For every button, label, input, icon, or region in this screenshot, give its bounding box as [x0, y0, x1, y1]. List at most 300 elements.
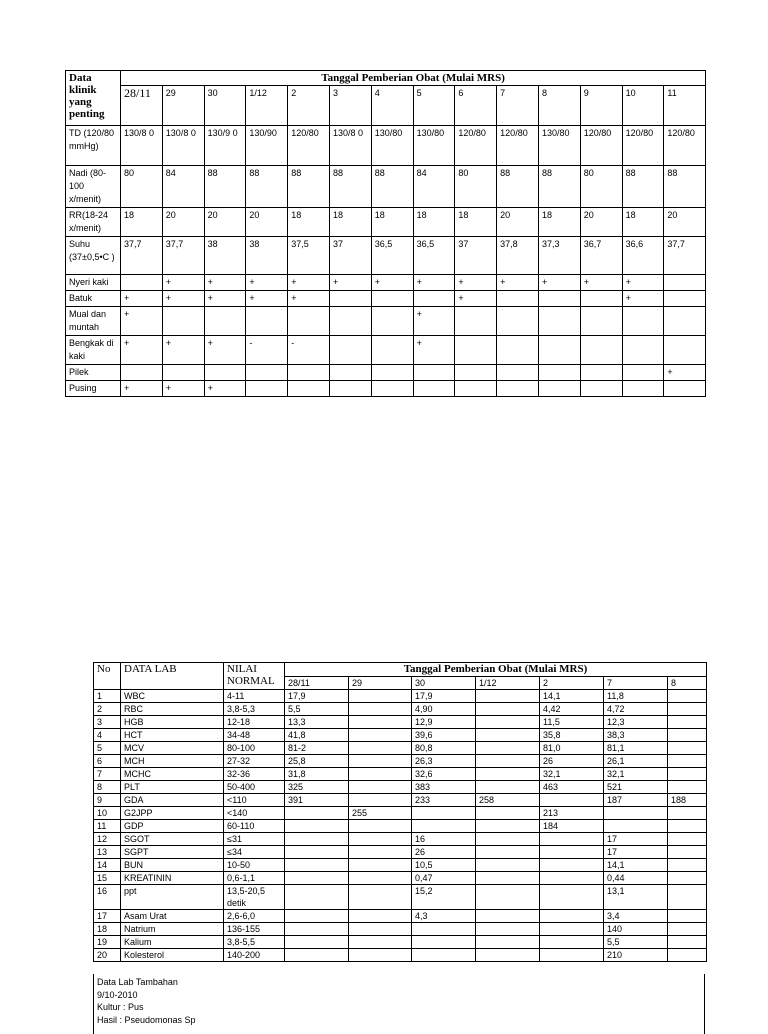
t2-value-cell: 35,8 [540, 729, 604, 742]
t2-row-normal: 140-200 [224, 949, 285, 962]
t1-value-cell [162, 307, 204, 336]
t1-value-cell: 38 [204, 237, 246, 275]
t1-value-cell: + [413, 336, 455, 365]
t2-value-cell [476, 716, 540, 729]
t2-value-cell [540, 846, 604, 859]
t2-row [94, 859, 707, 872]
t2-value-cell: 12,9 [412, 716, 476, 729]
t2-value-cell: 5,5 [604, 936, 668, 949]
t1-value-cell: 37,3 [538, 237, 580, 275]
t2-value-cell [476, 820, 540, 833]
t1-row [66, 208, 706, 237]
t1-value-cell [622, 307, 664, 336]
t1-value-cell: + [455, 291, 497, 307]
t2-row-name: MCV [121, 742, 224, 755]
t1-value-cell: + [538, 275, 580, 291]
t2-row-name: BUN [121, 859, 224, 872]
t2-row [94, 781, 707, 794]
t1-value-cell: 20 [497, 208, 539, 237]
t2-value-cell: 26,1 [604, 755, 668, 768]
extra-line: Data Lab Tambahan [97, 977, 178, 987]
t2-row-name: Natrium [121, 923, 224, 936]
t1-value-cell: + [288, 275, 330, 291]
t1-value-cell: 130/8 0 [162, 126, 204, 166]
t2-value-cell: 16 [412, 833, 476, 846]
t2-value-cell [285, 910, 349, 923]
t2-value-cell: 14,1 [540, 690, 604, 703]
t2-value-cell [540, 949, 604, 962]
t1-value-cell [329, 291, 371, 307]
t1-value-cell: + [246, 291, 288, 307]
t2-row-normal: 34-48 [224, 729, 285, 742]
t1-value-cell: + [162, 291, 204, 307]
t2-value-cell [349, 729, 412, 742]
t1-value-cell: 88 [538, 166, 580, 208]
t1-value-cell [455, 307, 497, 336]
t1-dates-row [66, 86, 706, 126]
t1-value-cell [538, 336, 580, 365]
t2-value-cell [476, 742, 540, 755]
t2-value-cell [604, 820, 668, 833]
t1-value-cell [121, 275, 163, 291]
t1-value-cell [371, 291, 413, 307]
t2-value-cell: 3,4 [604, 910, 668, 923]
t2-value-cell [349, 716, 412, 729]
t2-value-cell: 39,6 [412, 729, 476, 742]
t2-value-cell: 17 [604, 846, 668, 859]
t2-col-no: No [94, 663, 121, 690]
t2-row-name: RBC [121, 703, 224, 716]
t1-value-cell: 37,8 [497, 237, 539, 275]
t2-date-cell: 8 [668, 677, 707, 690]
t2-value-cell [476, 949, 540, 962]
t2-value-cell [540, 859, 604, 872]
t2-value-cell [476, 936, 540, 949]
t2-row-name: Kolesterol [121, 949, 224, 962]
t1-value-cell [246, 307, 288, 336]
t1-value-cell [580, 291, 622, 307]
t1-value-cell: + [246, 275, 288, 291]
t1-value-cell [204, 307, 246, 336]
t2-value-cell [476, 755, 540, 768]
extra-line: Kultur : Pus [97, 1002, 144, 1012]
t2-row-normal: 13,5-20,5 detik [224, 885, 285, 910]
t2-date-cell: 7 [604, 677, 668, 690]
t2-row-name: KREATININ [121, 872, 224, 885]
t2-value-cell: 10,5 [412, 859, 476, 872]
t1-value-cell: 18 [121, 208, 163, 237]
t2-value-cell: 11,5 [540, 716, 604, 729]
t1-date-cell: 28/11 [121, 86, 163, 126]
t1-value-cell: 38 [246, 237, 288, 275]
t2-value-cell: 17,9 [285, 690, 349, 703]
t2-value-cell: 258 [476, 794, 540, 807]
t1-group-header: Tanggal Pemberian Obat (Mulai MRS) [121, 71, 706, 86]
t1-value-cell [329, 365, 371, 381]
t2-value-cell [285, 923, 349, 936]
t2-value-cell: 187 [604, 794, 668, 807]
t2-value-cell [668, 910, 707, 923]
t1-value-cell [204, 365, 246, 381]
t2-value-cell: 184 [540, 820, 604, 833]
t2-row-no: 13 [94, 846, 121, 859]
t1-value-cell: 130/80 [413, 126, 455, 166]
t1-value-cell: 37 [455, 237, 497, 275]
t2-row-no: 19 [94, 936, 121, 949]
t1-value-cell [288, 307, 330, 336]
t1-header-row [66, 71, 706, 86]
t2-row-no: 10 [94, 807, 121, 820]
t1-value-cell [622, 365, 664, 381]
t2-value-cell [349, 859, 412, 872]
t2-row-no: 2 [94, 703, 121, 716]
t1-value-cell: 130/80 [538, 126, 580, 166]
t1-row-label: Batuk [66, 291, 121, 307]
t2-row-no: 12 [94, 833, 121, 846]
t2-value-cell [285, 885, 349, 910]
t2-value-cell [668, 781, 707, 794]
t2-value-cell: 521 [604, 781, 668, 794]
t2-value-cell: 80,8 [412, 742, 476, 755]
t2-value-cell [668, 729, 707, 742]
t1-value-cell [580, 336, 622, 365]
t2-row [94, 949, 707, 962]
t1-value-cell: 36,6 [622, 237, 664, 275]
t1-value-cell: 36,7 [580, 237, 622, 275]
t2-value-cell [668, 949, 707, 962]
t1-value-cell: 84 [162, 166, 204, 208]
t1-value-cell: 120/80 [288, 126, 330, 166]
t1-value-cell [413, 381, 455, 397]
t1-value-cell [413, 365, 455, 381]
t2-row-no: 3 [94, 716, 121, 729]
t1-row [66, 307, 706, 336]
t2-value-cell: 4,72 [604, 703, 668, 716]
t1-value-cell: + [455, 275, 497, 291]
t2-value-cell: 31,8 [285, 768, 349, 781]
t1-value-cell: + [162, 381, 204, 397]
t2-value-cell: 38,3 [604, 729, 668, 742]
t1-value-cell: 18 [538, 208, 580, 237]
t1-value-cell: 130/8 0 [121, 126, 163, 166]
t1-value-cell [121, 365, 163, 381]
t1-value-cell: 37,7 [664, 237, 706, 275]
t1-value-cell [455, 336, 497, 365]
t1-value-cell [329, 336, 371, 365]
t1-value-cell: 130/90 [246, 126, 288, 166]
t1-value-cell: 18 [622, 208, 664, 237]
t2-value-cell [540, 910, 604, 923]
t2-row [94, 936, 707, 949]
t1-value-cell [371, 336, 413, 365]
t2-row [94, 729, 707, 742]
t2-row-name: HGB [121, 716, 224, 729]
t2-row-name: GDP [121, 820, 224, 833]
t2-row-no: 9 [94, 794, 121, 807]
t2-value-cell: 188 [668, 794, 707, 807]
t2-value-cell [412, 807, 476, 820]
t2-value-cell [285, 807, 349, 820]
t1-value-cell: + [162, 275, 204, 291]
t2-value-cell [476, 833, 540, 846]
t1-value-cell [455, 365, 497, 381]
t1-value-cell: 130/8 0 [329, 126, 371, 166]
t1-header-label: Data klinik yang penting [66, 71, 121, 126]
t2-value-cell [412, 820, 476, 833]
t2-row-normal: 2,6-6,0 [224, 910, 285, 923]
t1-value-cell: 130/80 [371, 126, 413, 166]
t2-value-cell [349, 755, 412, 768]
t1-value-cell: 88 [497, 166, 539, 208]
t2-row-normal: ≤31 [224, 833, 285, 846]
t2-header-row [94, 663, 707, 677]
t2-value-cell: 325 [285, 781, 349, 794]
t1-value-cell: 120/80 [455, 126, 497, 166]
t2-row-normal: 10-50 [224, 859, 285, 872]
t1-value-cell: + [121, 291, 163, 307]
t1-value-cell [580, 365, 622, 381]
t1-value-cell [413, 291, 455, 307]
t1-value-cell [664, 381, 706, 397]
t2-row-no: 16 [94, 885, 121, 910]
t2-value-cell [476, 690, 540, 703]
t2-value-cell: 32,6 [412, 768, 476, 781]
t2-value-cell [668, 807, 707, 820]
t1-value-cell: 20 [580, 208, 622, 237]
t2-value-cell [668, 703, 707, 716]
t1-value-cell [538, 307, 580, 336]
t2-value-cell [668, 859, 707, 872]
t2-row [94, 690, 707, 703]
t1-value-cell [580, 381, 622, 397]
t2-row-name: HCT [121, 729, 224, 742]
t2-value-cell [349, 846, 412, 859]
t2-row [94, 820, 707, 833]
t1-value-cell: 37,5 [288, 237, 330, 275]
t2-value-cell [476, 846, 540, 859]
t2-row-no: 4 [94, 729, 121, 742]
t1-date-cell: 11 [664, 86, 706, 126]
t1-value-cell [246, 381, 288, 397]
t1-value-cell: - [288, 336, 330, 365]
t2-value-cell [476, 729, 540, 742]
t2-value-cell [412, 923, 476, 936]
t2-value-cell [668, 833, 707, 846]
t2-value-cell [540, 885, 604, 910]
t2-value-cell [285, 859, 349, 872]
t2-row-normal: 60-110 [224, 820, 285, 833]
t2-group-header: Tanggal Pemberian Obat (Mulai MRS) [285, 663, 707, 677]
t2-value-cell [668, 820, 707, 833]
t1-row [66, 291, 706, 307]
t2-value-cell: 140 [604, 923, 668, 936]
t2-value-cell: 12,3 [604, 716, 668, 729]
t2-row [94, 768, 707, 781]
t1-value-cell: 18 [288, 208, 330, 237]
t1-value-cell: + [497, 275, 539, 291]
t2-value-cell: 255 [349, 807, 412, 820]
t2-value-cell [285, 949, 349, 962]
t1-value-cell: 18 [329, 208, 371, 237]
t1-value-cell: 88 [622, 166, 664, 208]
t2-row-no: 11 [94, 820, 121, 833]
t1-row-label: Mual dan muntah [66, 307, 121, 336]
t1-value-cell: 88 [288, 166, 330, 208]
t1-date-cell: 4 [371, 86, 413, 126]
t1-date-cell: 1/12 [246, 86, 288, 126]
t1-value-cell: 37,7 [121, 237, 163, 275]
t1-value-cell: 20 [664, 208, 706, 237]
t2-row-name: Asam Urat [121, 910, 224, 923]
t2-row-name: ppt [121, 885, 224, 910]
t2-value-cell: 81,1 [604, 742, 668, 755]
t1-date-cell: 6 [455, 86, 497, 126]
t2-value-cell [349, 910, 412, 923]
t2-row [94, 807, 707, 820]
t2-row-name: MCH [121, 755, 224, 768]
t2-value-cell [540, 923, 604, 936]
t1-value-cell: 80 [121, 166, 163, 208]
t2-value-cell: 0,47 [412, 872, 476, 885]
t2-value-cell [476, 807, 540, 820]
t2-value-cell [349, 833, 412, 846]
t2-row-normal: 27-32 [224, 755, 285, 768]
t2-row-normal: 12-18 [224, 716, 285, 729]
t1-date-cell: 30 [204, 86, 246, 126]
t2-row-name: MCHC [121, 768, 224, 781]
t1-row-label: Pusing [66, 381, 121, 397]
t2-value-cell [349, 820, 412, 833]
t2-row-name: WBC [121, 690, 224, 703]
t2-row-name: G2JPP [121, 807, 224, 820]
t1-value-cell [622, 381, 664, 397]
t2-value-cell [668, 690, 707, 703]
t2-value-cell [285, 833, 349, 846]
t1-value-cell: 36,5 [413, 237, 455, 275]
t2-value-cell [349, 936, 412, 949]
t2-value-cell [349, 923, 412, 936]
t1-date-cell: 9 [580, 86, 622, 126]
additional-lab-data [93, 974, 705, 1034]
t2-value-cell [476, 885, 540, 910]
t2-value-cell: 4,42 [540, 703, 604, 716]
t2-value-cell: 383 [412, 781, 476, 794]
t1-date-cell: 2 [288, 86, 330, 126]
t1-value-cell [288, 365, 330, 381]
t1-row [66, 237, 706, 275]
t2-row-no: 6 [94, 755, 121, 768]
t2-value-cell: 13,3 [285, 716, 349, 729]
t1-value-cell: + [204, 336, 246, 365]
t2-row-no: 20 [94, 949, 121, 962]
t2-date-cell: 28/11 [285, 677, 349, 690]
t1-value-cell [664, 291, 706, 307]
t1-row-label: Nadi (80-100 x/menit) [66, 166, 121, 208]
t1-date-cell: 7 [497, 86, 539, 126]
t1-row-label: Pilek [66, 365, 121, 381]
t1-row-label: Bengkak di kaki [66, 336, 121, 365]
t1-value-cell: 130/9 0 [204, 126, 246, 166]
t1-value-cell: 88 [204, 166, 246, 208]
t2-value-cell [604, 807, 668, 820]
t2-value-cell [668, 755, 707, 768]
t2-value-cell: 5,5 [285, 703, 349, 716]
t2-value-cell: 210 [604, 949, 668, 962]
t1-value-cell: + [162, 336, 204, 365]
t2-row-no: 17 [94, 910, 121, 923]
extra-line: Hasil : Pseudomonas Sp [97, 1014, 196, 1025]
t2-value-cell [668, 923, 707, 936]
t2-value-cell: 11,8 [604, 690, 668, 703]
t2-row [94, 833, 707, 846]
t1-value-cell [497, 291, 539, 307]
t2-value-cell [540, 872, 604, 885]
t2-value-cell: 25,8 [285, 755, 349, 768]
t1-value-cell: 88 [329, 166, 371, 208]
t1-value-cell: + [413, 307, 455, 336]
t1-row [66, 275, 706, 291]
t1-value-cell [329, 381, 371, 397]
t2-value-cell [285, 872, 349, 885]
t2-row [94, 703, 707, 716]
t1-date-cell: 8 [538, 86, 580, 126]
t1-value-cell: 18 [413, 208, 455, 237]
t2-row-name: GDA [121, 794, 224, 807]
t2-row-no: 5 [94, 742, 121, 755]
t1-row [66, 126, 706, 166]
t1-row [66, 365, 706, 381]
t2-row [94, 742, 707, 755]
t2-value-cell: 17,9 [412, 690, 476, 703]
t2-value-cell [668, 936, 707, 949]
t1-value-cell: + [622, 291, 664, 307]
t1-value-cell: 20 [162, 208, 204, 237]
t2-row-normal: <140 [224, 807, 285, 820]
t2-row-normal: 3,8-5,3 [224, 703, 285, 716]
t2-value-cell: 233 [412, 794, 476, 807]
t2-value-cell: 4,3 [412, 910, 476, 923]
t2-row-normal: ≤34 [224, 846, 285, 859]
t2-row-normal: 136-155 [224, 923, 285, 936]
t1-value-cell [371, 307, 413, 336]
t2-value-cell [349, 703, 412, 716]
t1-value-cell [622, 336, 664, 365]
t2-row [94, 872, 707, 885]
t2-value-cell: 4,90 [412, 703, 476, 716]
t1-value-cell: 80 [455, 166, 497, 208]
t2-value-cell: 17 [604, 833, 668, 846]
t1-value-cell [497, 336, 539, 365]
t2-value-cell: 0,44 [604, 872, 668, 885]
extra-line: 9/10-2010 [97, 989, 138, 1000]
t2-value-cell: 41,8 [285, 729, 349, 742]
t2-value-cell [349, 768, 412, 781]
t1-value-cell: + [580, 275, 622, 291]
t1-value-cell: 84 [413, 166, 455, 208]
t1-value-cell [664, 307, 706, 336]
t2-value-cell [476, 872, 540, 885]
t2-row-no: 8 [94, 781, 121, 794]
t1-date-cell: 10 [622, 86, 664, 126]
t2-row-normal: <110 [224, 794, 285, 807]
t2-value-cell [668, 716, 707, 729]
t2-value-cell: 15,2 [412, 885, 476, 910]
t1-value-cell: + [664, 365, 706, 381]
t1-value-cell: + [371, 275, 413, 291]
t1-value-cell: + [121, 336, 163, 365]
t2-value-cell: 391 [285, 794, 349, 807]
t1-value-cell: 18 [371, 208, 413, 237]
